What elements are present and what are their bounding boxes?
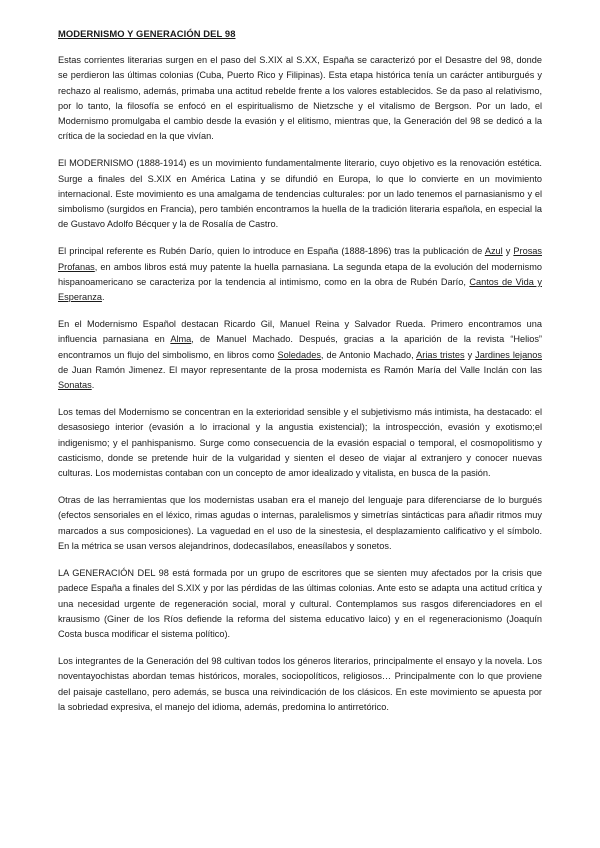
text-run: En el Modernismo Español destacan Ricardo Gil, Manuel Reina y Salvador Rueda. Primero encontramos una influencia parnasiana en (58, 319, 542, 345)
paragraph-modernismo-espanol (58, 317, 542, 393)
book-title-cantos: Cantos de Vida y Esperanza (58, 276, 542, 303)
paragraph-modernismo: El MODERNISMO (1888-1914) es un movimiento fundamentalmente literario, cuyo objetivo es la renovación estética. Surge a finales del S.XIX en América Latina y se difundió en Europa, lo que lo convierte en un movimiento internacional. Este movimiento es una amalgama de tendencias culturales: por un lado tenemos el parnasianismo y el simbolismo (surgidos en Francia), pero también encontramos la huella de la tradición literaria española, en especial la de Gustavo Adolfo Bécquer y la de Rosalía de Castro. (58, 158, 542, 230)
text-run: . (101, 292, 105, 303)
book-title-soledades: Soledades (277, 349, 321, 360)
book-title-jardines-lejanos: Jardines lejanos (475, 349, 542, 360)
book-title-prosas-profanas: Prosas Profanas (58, 246, 542, 272)
text-run: de Juan Ramón Jimenez. El mayor representante de la prosa modernista es Ramón María del Valle Inclán con las (58, 364, 542, 375)
document-page (58, 26, 542, 727)
text-run: , de Antonio Machado, (320, 349, 417, 360)
book-title-arias-tristes: Arias tristes (416, 349, 465, 360)
book-title-alma: Alma (170, 334, 192, 345)
paragraph-herramientas: Otras de las herramientas que los modernistas usaban era el manejo del lenguaje para diferenciarse de lo burgués (efectos sensoriales en el léxico, rimas agudas o internas, paralelismos y simetrías sintácticas para añadir ritmos muy marcados a sus composiciones). La vaguedad en el uso de la sinestesia, el desplazamiento calificativo y el símbolo. En la métrica se usan versos alejandrinos, dodecasílabos, eneasílabos y sonetos. (58, 495, 542, 551)
paragraph-intro: Estas corrientes literarias surgen en el paso del S.XIX al S.XX, España se caracterizó por el Desastre del 98, donde se perdieron las últimas colonias (Cuba, Puerto Rico y Filipinas). Esta etapa histórica tenía un carácter antiburgués y rechazo al realismo, además, primaba una actitud rebelde frente a los valores establecidos. Se da paso al relativismo, por lo tanto, la filosofía se enfocó en el espiritualismo de Nietzsche y el vitalismo de Bergson. Por un lado, el Modernismo promulgaba el cambio desde la evasión y el elitismo, mientras que, la Generación del 98 se dedicó a la crítica de la sociedad en la que vivían. (58, 55, 542, 142)
text-run: . (91, 380, 95, 391)
document-title: MODERNISMO Y GENERACIÓN DEL 98 (58, 28, 236, 39)
text-run: y (464, 349, 476, 360)
paragraph-generacion-98: LA GENERACIÓN DEL 98 está formada por un grupo de escritores que se sienten muy afectados por la crisis que padece España a finales del S.XIX y por las pérdidas de las últimas colonias. Ante esto se adapta una actitud crítica y una necesidad urgente de regeneración social, moral y cultural. Contemplamos sus rasgos diferenciadores en el krausismo (Giner de los Ríos defiende la reforma del sistema educativo laico) y en el regeneracionismo (Joaquín Costa busca modificar el sistema político). (58, 568, 542, 639)
book-title-sonatas: Sonatas (58, 380, 92, 391)
text-run: , de Manuel Machado. Después, gracias a la aparición de la revista “Helios” encontramos un flujo del simbolismo, en libros como (58, 334, 542, 360)
text-run: El principal referente es Rubén Darío, quien lo introduce en España (1888-1896) tras la publicación de (58, 246, 485, 257)
paragraph-integrantes: Los integrantes de la Generación del 98 cultivan todos los géneros literarios, principalmente el ensayo y la novela. Los noventayochistas abordan temas históricos, morales, sociopolíticos, religiosos… Principalmente con lo que proviene del paisaje castellano, pero además, se busca una reivindicación de los clásicos. En este movimiento se apuesta por la sobriedad expresiva, el manejo del idioma, además, predomina lo antirretórico. (58, 656, 542, 712)
paragraph-ruben-dario (58, 244, 542, 305)
text-run: , en ambos libros está muy patente la huella parnasiana. La segunda etapa de la evolución del modernismo hispanoamericano se caracteriza por la tendencia al intimismo, como en la obra de Rubén Darío, (58, 261, 542, 287)
book-title-azul: Azul (484, 246, 503, 257)
paragraph-temas: Los temas del Modernismo se concentran en la exterioridad sensible y el subjetivismo más intimista, ha destacado: el desasosiego interior (evasión a lo irracional y la angustia existencial); la introspección, evasión y exotismo;el indigenismo; y el panhispanismo. Surge como consecuencia de la evasión espacial o temporal, el cosmopolitismo y casticismo, donde se pretende huir de la vulgaridad y sienten el deseo de viajar al extranjero y conocer nuevas culturas. Los modernistas contaban con un concepto de amor idealizado y vitalista, en busca de la pasión. (58, 407, 542, 479)
text-run: y (502, 246, 514, 257)
